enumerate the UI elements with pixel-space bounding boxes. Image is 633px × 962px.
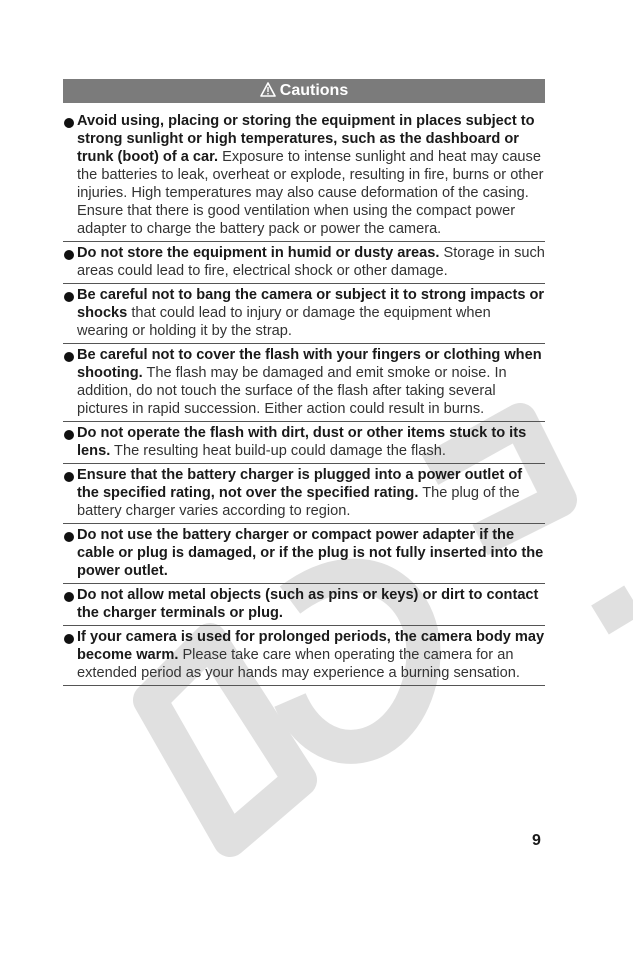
bullet-icon bbox=[64, 532, 74, 542]
bullet-icon bbox=[64, 430, 74, 440]
bullet-icon bbox=[64, 250, 74, 260]
caution-heading: Do not use the battery charger or compact power adapter if the cable or plug is damaged, or if the plug is not fully inserted into the power outlet. bbox=[77, 527, 544, 579]
caution-text: that could lead to injury or damage the equipment when wearing or holding it by the strap. bbox=[77, 305, 491, 339]
caution-item bbox=[63, 524, 545, 584]
caution-text: Storage in such areas could lead to fire, electrical shock or other damage. bbox=[77, 245, 545, 279]
bullet-icon bbox=[64, 634, 74, 644]
caution-item bbox=[63, 344, 545, 422]
caution-item bbox=[63, 242, 545, 284]
caution-item bbox=[63, 584, 545, 626]
caution-item bbox=[63, 464, 545, 524]
caution-item bbox=[63, 110, 545, 242]
bullet-icon bbox=[64, 592, 74, 602]
cautions-header bbox=[63, 79, 545, 103]
caution-item bbox=[63, 422, 545, 464]
caution-text: The resulting heat build-up could damage the flash. bbox=[110, 443, 446, 459]
caution-item bbox=[63, 626, 545, 686]
bullet-icon bbox=[64, 352, 74, 362]
caution-heading: Be careful not to cover the flash with your fingers or clothing when shooting. bbox=[77, 347, 542, 381]
caution-item bbox=[63, 284, 545, 344]
caution-text: The flash may be damaged and emit smoke or noise. In addition, do not touch the surface of the flash after taking several pictures in rapid succession. Either action could result in burns. bbox=[77, 365, 507, 417]
page-number: 9 bbox=[532, 832, 541, 849]
warning-triangle-icon bbox=[260, 81, 276, 105]
bullet-icon bbox=[64, 472, 74, 482]
caution-heading: Ensure that the battery charger is plugged into a power outlet of the specified rating, not over the specified rating. bbox=[77, 467, 523, 501]
cautions-title: Cautions bbox=[279, 82, 349, 99]
caution-heading: Be careful not to bang the camera or subject it to strong impacts or shocks bbox=[77, 287, 545, 321]
caution-text: The plug of the battery charger varies according to region. bbox=[77, 485, 520, 519]
cautions-list bbox=[63, 110, 545, 686]
caution-text: Please take care when operating the camera for an extended period as your hands may experience a burning sensation. bbox=[77, 647, 520, 681]
caution-heading: If your camera is used for prolonged periods, the camera body may become warm. bbox=[77, 629, 545, 663]
caution-heading: Do not allow metal objects (such as pins or keys) or dirt to contact the charger terminals or plug. bbox=[77, 587, 539, 621]
bullet-icon bbox=[64, 118, 74, 128]
bullet-icon bbox=[64, 292, 74, 302]
caution-text: Exposure to intense sunlight and heat may cause the batteries to leak, overheat or explode, resulting in fire, burns or other injuries. High temperatures may also cause deformation of the casing. Ensure that there is good ventilation when using the compact power adapter to charge the battery pack or power the camera. bbox=[77, 149, 544, 237]
caution-heading: Do not operate the flash with dirt, dust or other items stuck to its lens. bbox=[77, 425, 527, 459]
caution-heading: Do not store the equipment in humid or dusty areas. bbox=[77, 245, 440, 261]
caution-heading: Avoid using, placing or storing the equipment in places subject to strong sunlight or high temperatures, such as the dashboard or trunk (boot) of a car. bbox=[77, 113, 535, 165]
